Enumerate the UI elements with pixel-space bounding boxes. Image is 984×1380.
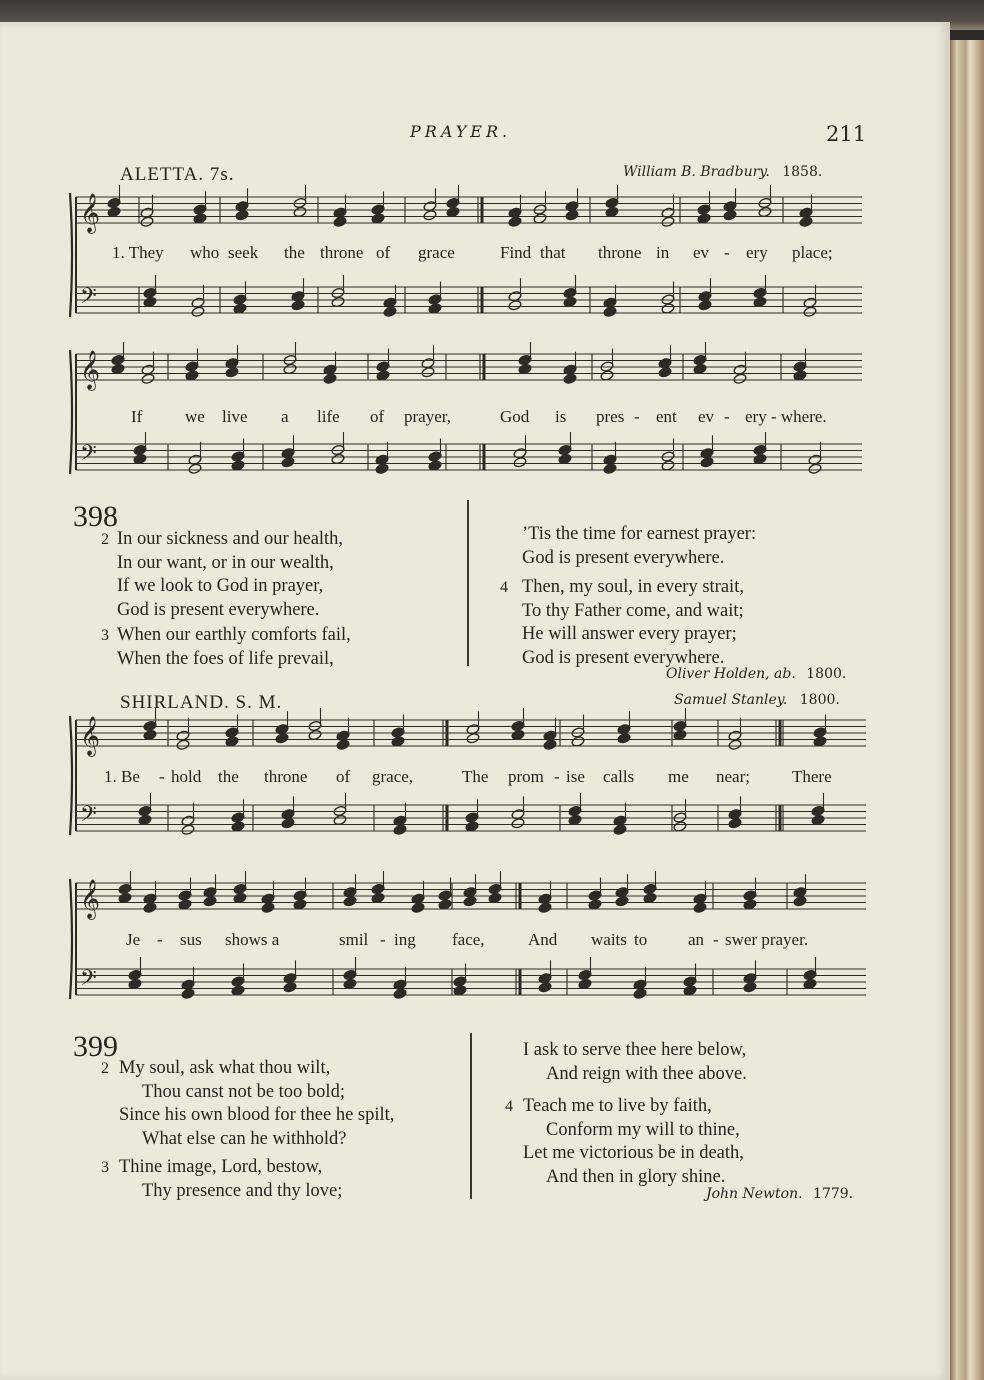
lyric-syllable: waits	[591, 930, 627, 949]
lyric-syllable: 1. Be	[104, 767, 140, 786]
verse-number: 2	[101, 1060, 109, 1077]
stanza-line: My soul, ask what thou wilt,	[119, 1058, 331, 1078]
hymn-number-398: 398	[73, 500, 118, 533]
lyric-syllable: ent	[656, 407, 677, 426]
credit-name: John Newton.	[706, 1186, 803, 1202]
lyric-syllable: -	[380, 930, 386, 949]
lyric-syllable: of	[336, 767, 351, 786]
stanza-line: Teach me to live by faith,	[523, 1096, 712, 1116]
stanza-line: God is present everywhere.	[522, 647, 725, 668]
stanza-line: ’Tis the time for earnest prayer:	[522, 524, 757, 544]
hymn-number-399: 399	[73, 1030, 118, 1063]
svg-text:𝄢: 𝄢	[80, 802, 97, 832]
stanza-line: Thine image, Lord, bestow,	[119, 1157, 323, 1177]
lyric-syllable: 1. They	[112, 243, 164, 262]
lyric-syllable: near;	[716, 767, 750, 786]
lyric-syllable: throne	[264, 767, 308, 786]
stanza-line: Thy presence and thy love;	[142, 1180, 343, 1201]
lyric-syllable: life	[317, 407, 340, 426]
lyric-syllable: pres	[596, 407, 625, 426]
stanza-line: In our sickness and our health,	[117, 529, 344, 549]
credit-holden	[666, 666, 846, 682]
composer-year: 1800.	[799, 692, 840, 708]
svg-text:𝄞: 𝄞	[80, 193, 101, 233]
lyric-syllable: -	[634, 407, 640, 426]
lyric-syllable: ery	[746, 243, 768, 262]
lyric-syllable: -	[713, 930, 719, 949]
lyric-syllable: The	[462, 767, 489, 786]
lyric-syllable: a	[281, 407, 289, 426]
stanza-line: When the foes of life prevail,	[117, 648, 334, 669]
tune-name-aletta: ALETTA. 7s.	[120, 164, 235, 185]
lyric-syllable: in	[656, 243, 670, 262]
verse-number: 3	[101, 1159, 109, 1176]
svg-text:𝄞: 𝄞	[80, 879, 101, 919]
lyric-syllable: me	[668, 767, 689, 786]
lyric-syllable: Je	[126, 930, 141, 949]
lyric-syllable: place;	[792, 243, 833, 262]
lyric-syllable: If	[131, 407, 143, 426]
svg-text:𝄞: 𝄞	[80, 350, 101, 390]
stanza-line: God is present everywhere.	[522, 547, 725, 568]
lyric-syllable: the	[218, 767, 239, 786]
lyric-syllable: God	[500, 407, 530, 426]
lyric-syllable: of	[370, 407, 385, 426]
lyric-syllable: to	[634, 930, 648, 949]
stanza-line: Since his own blood for thee he spilt,	[119, 1105, 395, 1125]
column-divider	[470, 1033, 472, 1199]
lyric-syllable: -	[157, 930, 163, 949]
lyric-syllable: smil	[339, 930, 369, 949]
running-head: PRAYER.	[410, 122, 512, 141]
lyric-syllable: grace	[418, 243, 455, 262]
lyric-syllable: an	[688, 930, 705, 949]
lyric-syllable: ery - where.	[745, 407, 827, 426]
lyric-syllable: And	[528, 930, 558, 949]
stanza-line: Let me victorious be in death,	[523, 1143, 744, 1163]
lyric-syllable: the	[284, 243, 305, 262]
verse-number: 4	[500, 579, 508, 596]
lyric-syllable: hold	[171, 767, 202, 786]
composer-year: 1858.	[782, 164, 823, 180]
credit-year: 1800.	[806, 666, 847, 682]
lyric-syllable: of	[376, 243, 391, 262]
credit-newton	[706, 1186, 853, 1202]
verse-number: 2	[101, 531, 109, 548]
composer-name: Samuel Stanley.	[674, 692, 788, 708]
lyric-syllable: ing	[394, 930, 416, 949]
page-number: 211	[826, 122, 867, 146]
lyric-syllable: throne	[598, 243, 642, 262]
lyric-syllable: live	[222, 407, 248, 426]
verse-number: 3	[101, 627, 109, 644]
stanza-line: Conform my will to thine,	[546, 1119, 740, 1140]
svg-text:𝄢: 𝄢	[80, 966, 97, 996]
lyric-syllable: that	[540, 243, 566, 262]
lyric-syllable: ev	[698, 407, 715, 426]
stanza-line: If we look to God in prayer,	[117, 576, 324, 596]
stanza-line: In our want, or in our wealth,	[117, 552, 334, 573]
composer-name: William B. Bradbury.	[623, 164, 770, 180]
lyric-syllable: ev	[693, 243, 710, 262]
stanza-line: Then, my soul, in every strait,	[522, 577, 744, 597]
stanza-line: He will answer every prayer;	[522, 624, 737, 644]
lyric-syllable: prom	[508, 767, 544, 786]
lyric-syllable: who	[190, 243, 220, 262]
stanza-line: To thy Father come, and wait;	[522, 600, 744, 621]
lyric-syllable: Find	[500, 243, 532, 262]
lyric-syllable: -	[724, 407, 730, 426]
lyric-syllable: calls	[603, 767, 635, 786]
stanza-line: And reign with thee above.	[546, 1063, 747, 1084]
composer-stanley	[674, 692, 840, 708]
svg-text:𝄢: 𝄢	[80, 284, 97, 314]
column-divider	[467, 500, 469, 666]
lyric-syllable: seek	[228, 243, 259, 262]
lyric-syllable: we	[185, 407, 205, 426]
lyric-syllable: shows a	[225, 930, 280, 949]
stanza-line: And then in glory shine.	[546, 1166, 726, 1187]
lyric-syllable: There	[792, 767, 832, 786]
credit-name: Oliver Holden, ab.	[666, 666, 796, 682]
tune-name-shirland: SHIRLAND. S. M.	[120, 692, 283, 713]
lyric-syllable: face,	[452, 930, 485, 949]
stanza-line: Thou canst not be too bold;	[142, 1081, 345, 1102]
lyric-syllable: sus	[180, 930, 202, 949]
lyric-syllable: throne	[320, 243, 364, 262]
svg-text:𝄢: 𝄢	[80, 441, 97, 471]
stanza-line: What else can he withhold?	[142, 1128, 347, 1149]
lyric-syllable: -	[554, 767, 560, 786]
lyric-syllable: prayer,	[404, 407, 451, 426]
lyric-syllable: ise	[566, 767, 585, 786]
stanza-line: I ask to serve thee here below,	[523, 1040, 747, 1060]
lyric-syllable: -	[724, 243, 730, 262]
credit-year: 1779.	[813, 1186, 854, 1202]
lyric-syllable: grace,	[372, 767, 414, 786]
svg-text:𝄞: 𝄞	[80, 716, 101, 756]
verse-number: 4	[505, 1098, 513, 1115]
lyric-syllable: -	[159, 767, 165, 786]
stanza-line: God is present everywhere.	[117, 599, 320, 620]
lyric-syllable: swer prayer.	[725, 930, 809, 949]
stanza-line: When our earthly comforts fail,	[117, 625, 351, 645]
composer-bradbury	[623, 164, 822, 180]
lyric-syllable: is	[555, 407, 567, 426]
